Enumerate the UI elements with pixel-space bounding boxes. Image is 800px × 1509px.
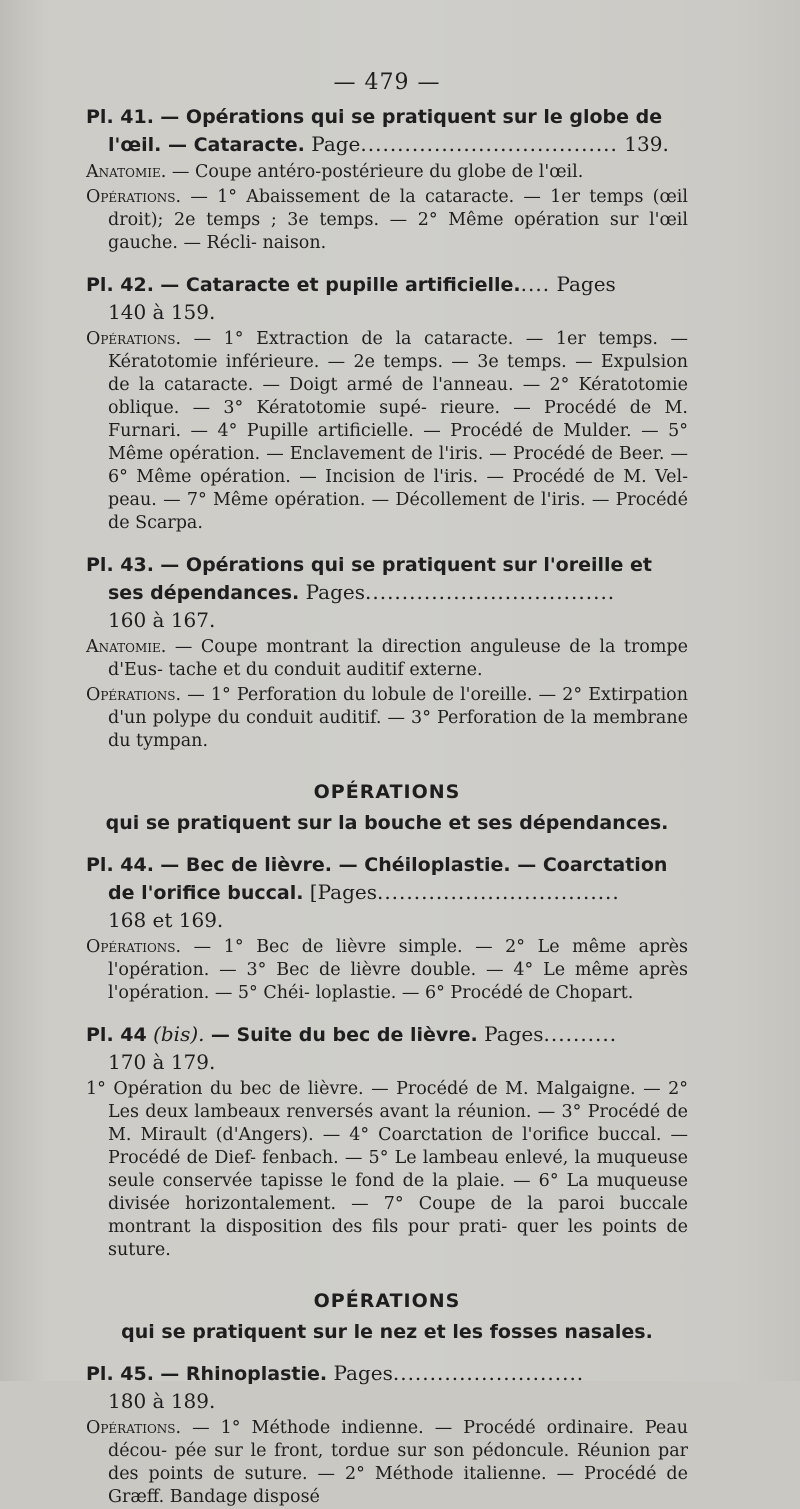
entry-paragraph — [86, 1078, 688, 1262]
entry-paragraph — [86, 1417, 688, 1509]
entry-paragraph — [86, 328, 688, 535]
plate-number: Pl. 44. — [86, 854, 154, 876]
paragraph-text: — 1° Extraction de la cataracte. — 1er temps. — Kératotomie inférieure. — 2e temps. — 3e temps. — Expulsion de la cataracte. — Doigt armé de l'anneau. — 2° Kératotomie oblique. — 3° Kératotomie supé- rieure. — Procédé de M. Furnari. — 4° Pupille artificielle. — Procédé de Mulder. — 5° Même opération. — Enclavement de l'iris. — Procédé de Beer. — 6° Même opération. — Incision de l'iris. — Procédé de M. Vel- peau. — 7° Même opération. — Décollement de l'iris. — Procédé de Scarpa. — [108, 329, 688, 533]
plate-number: Pl. 45. — [86, 1363, 154, 1385]
entry-title: — Rhinoplastie. — [160, 1363, 328, 1385]
paragraph-text: — 1° Méthode indienne. — Procédé ordinaire. Peau décou- pée sur le front, tordue sur son pédoncule. Réunion par des points de suture. — 2° Méthode italienne. — Procédé de Græff. Bandage disposé — [108, 1418, 688, 1507]
entry-heading — [86, 103, 688, 159]
entry-heading — [86, 851, 688, 934]
entry-heading — [86, 1360, 688, 1415]
pages-label: Pages — [556, 272, 616, 296]
paragraph-label: Opérations. — [86, 1418, 182, 1438]
pages-label: [Pages — [309, 880, 377, 904]
plate-entry-44 — [86, 851, 688, 1005]
entry-paragraph — [86, 186, 688, 255]
section-title: OPÉRATIONS — [313, 1290, 461, 1312]
paragraph-text: — 1° Abaissement de la cataracte. — 1er temps (œil droit); 2e temps ; 3e temps. — 2° Même opération sur l'œil gauche. — Récli- naison. — [108, 187, 688, 253]
entry-paragraph — [86, 161, 688, 184]
paragraph-label: Anatomie. — [86, 637, 167, 657]
pages-label: Pages — [484, 1022, 544, 1046]
entry-title: — Opérations qui se pratiquent sur l'oreille et ses dépendances. — [108, 554, 652, 604]
pages-label: Pages — [333, 1361, 393, 1385]
page-range: 170 à 179. — [108, 1050, 216, 1074]
section-heading-nez — [86, 1288, 688, 1346]
entry-title: — Opérations qui se pratiquent sur le globe de l'œil. — Cataracte. — [108, 106, 663, 156]
pages-label: Pages — [305, 580, 365, 604]
leader-dots: ................................. — [376, 880, 620, 904]
plate-entry-43 — [86, 551, 688, 753]
paragraph-text: 1° Opération du bec de lièvre. — Procédé de M. Malgaigne. — 2° Les deux lambeaux renversés avant la réunion. — 3° Procédé de M. Mirault (d'Angers). — 4° Coarctation de l'orifice buccal. — Procédé de Dief- fenbach. — 5° Le lambeau enlevé, la muqueuse seule conservée tapisse le fond de la plaie. — 6° La muqueuse divisée horizontalement. — 7° Coupe de la paroi buccale montrant la disposition des fils pour prati- quer les points de suture. — [86, 1079, 688, 1260]
entry-heading — [86, 271, 688, 326]
paragraph-label: Opérations. — [86, 187, 182, 207]
paragraph-label: Opérations. — [86, 685, 182, 705]
section-title: OPÉRATIONS — [313, 781, 461, 803]
entry-heading — [86, 551, 688, 634]
entry-paragraph — [86, 684, 688, 753]
page-range: 139. — [624, 132, 669, 156]
paragraph-text: — 1° Bec de lièvre simple. — 2° Le même après l'opération. — 3° Bec de lièvre double. — 4° Le même après l'opération. — 5° Chéi- loplastie. — 6° Procédé de Chopart. — [108, 937, 688, 1003]
leader-dots: .... — [520, 272, 551, 296]
page-number: — 479 — — [333, 70, 441, 95]
entry-paragraph — [86, 636, 688, 682]
paragraph-text: — 1° Perforation du lobule de l'oreille. — 2° Extirpation d'un polype du conduit auditif. — 3° Perforation de la membrane du tympan. — [108, 685, 688, 751]
section-subtitle: qui se pratiquent sur la bouche et ses dépendances. — [105, 812, 669, 834]
entry-paragraph — [86, 936, 688, 1005]
leader-dots: ................................... — [360, 132, 618, 156]
entry-title: — Bec de lièvre. — Chéiloplastie. — Coarctation de l'orifice buccal. — [108, 854, 668, 904]
page-range: 140 à 159. — [108, 300, 216, 324]
paragraph-label: Anatomie. — [86, 162, 167, 182]
plate-number: Pl. 43. — [86, 554, 154, 576]
paragraph-label: Opérations. — [86, 329, 182, 349]
entry-title: — Suite du bec de lièvre. — [210, 1024, 478, 1046]
section-heading-bouche — [86, 779, 688, 837]
plate-entry-45 — [86, 1360, 688, 1509]
leader-dots: .......... — [543, 1022, 618, 1046]
pages-label: Page — [311, 132, 361, 156]
page-range: 160 à 167. — [108, 608, 216, 632]
paragraph-text: — Coupe antéro-postérieure du globe de l'œil. — [171, 162, 584, 182]
plate-number: Pl. 42. — [86, 274, 154, 296]
page-range: 180 à 189. — [108, 1389, 216, 1413]
plate-entry-41 — [86, 103, 688, 255]
section-subtitle: qui se pratiquent sur le nez et les fosses nasales. — [121, 1321, 653, 1343]
entry-heading — [86, 1021, 688, 1076]
plate-number: Pl. 44 — [86, 1024, 147, 1046]
paragraph-text: — Coupe montrant la direction anguleuse de la trompe d'Eus- tache et du conduit auditif externe. — [108, 637, 688, 680]
bis-label: (bis). — [153, 1022, 205, 1046]
paragraph-label: Opérations. — [86, 937, 182, 957]
plate-entry-44-bis — [86, 1021, 688, 1262]
leader-dots: .......................... — [392, 1361, 585, 1385]
leader-dots: .................................. — [365, 580, 616, 604]
plate-number: Pl. 41. — [86, 106, 154, 128]
plate-entry-42 — [86, 271, 688, 535]
page-range: 168 et 169. — [108, 908, 224, 932]
entry-title: — Cataracte et pupille artificielle. — [160, 274, 521, 296]
